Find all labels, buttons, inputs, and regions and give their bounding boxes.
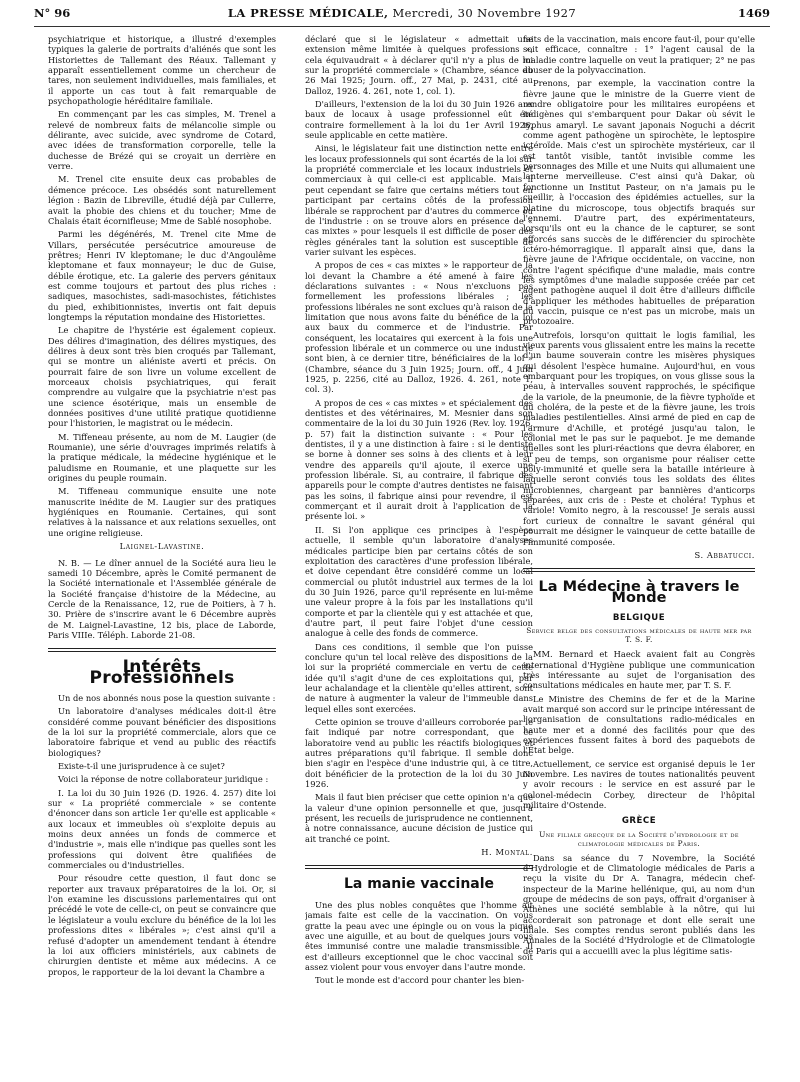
section-title: La manie vaccinale (343, 876, 495, 893)
section-divider (305, 865, 533, 869)
paragraph: M. Tiffeneau communique ensuite une note manuscrite inédite de M. Laugier sur des pratiques hygiéniques en Roumanie. Certaines, qui sont relatives à la naissance et aux relations sexuelles, ont une origine religieuse. (48, 486, 276, 538)
country-heading: GRÈCE (621, 816, 657, 827)
signature: H. Montal. (481, 847, 533, 858)
subheading: Une filiale grecque de la Société d'hydrologie et de climatologie médicales de Paris. (539, 829, 739, 848)
column-2 (305, 34, 533, 1074)
paragraph: A propos de ces « cas mixtes » et spécialement des dentistes et des vétérinaires, M. Mesnier dans son commentaire de la loi du 30 Juin 1926 (Rev. loy. 1926, p. 57) fait la distinction suivante : « Pour les dentistes, il y a une distinction à faire : si le dentiste se borne à donner ses soins à des clients et à leur vendre des appareils qu'il ajoute, il exerce une profession libérale. Si, au contraire, il fabrique des appareils pour le compte d'autres dentistes ne faisant pas les soins, il fabrique ainsi pour revendre, il est commerçant et il aurait droit à l'application de la présente loi. » (305, 397, 533, 522)
section-divider (48, 648, 276, 652)
paragraph: D'ailleurs, l'extension de la loi du 30 Juin 1926 aux baux de locaux à usage professionnel eût été contraire formellement à la loi du 1er Avril 1926, seule applicable en cette matière. (305, 99, 533, 141)
issue-date: Mercredi, 30 Novembre 1927 (388, 6, 577, 20)
paragraph: A propos de ces « cas mixtes » le rapporteur de la loi devant la Chambre a été amené à faire les déclarations suivantes : « Nous n'excluons pas formellement les professions libérales ; les professions libérales ne sont exclues qu'à raison de la limitation que nous avons faite du bénéfice de la loi aux baux du commerce et de l'industrie. Par conséquent, les locataires qui exercent à la fois une profession libérale et un commerce ou une industrie sont bien, à ce dernier titre, bénéficiaires de la loi » (Chambre, séance du 3 Juin 1925; Journ. off., 4 Juin 1925, p. 2256, cité au Dalloz, 1926. 4. 261, note 1, col. 3). (305, 260, 533, 395)
paragraph: En commençant par les cas simples, M. Trenel a relevé de nombreux faits de mélancolie simple ou délirante, avec suicide, avec syndrome de Cotard, avec idées de transformation corporelle, telle la duchesse de Brézé qui se croyait un derrière en verre. (48, 109, 276, 172)
paragraph: Parmi les dégénérés, M. Trenel cite Mme de Villars, persécutée persécutrice amoureuse de prêtres; Henri IV kleptomane; le duc d'Angoulême kleptomane et faux monnayeur; le duc de Guise, débile érotique, etc. La galerie des pervers génitaux est comme toujours et partout des plus riches : sadiques, masochistes, sadi-masochistes, fétichistes du pied, exhibitionnistes, invertis ont fait depuis longtemps la réputation mondaine des Historiettes. (48, 229, 276, 322)
paragraph: déclaré que si le législateur « admettait une extension même limitée à quelques professions », cela équivaudrait « à déclarer qu'il n'y a plus de loi sur la propriété commerciale » (Chambre, séance du 26 Mai 1925; Journ. off., 27 Mai, p. 2431, cité au Dalloz, 1926. 4. 261, note 1, col. 1). (305, 34, 533, 96)
paragraph: M. Tiffeneau présente, au nom de M. Laugier (de Roumanie), une série d'ouvrages imprimés relatifs à la pratique médicale, la médecine hygiénique et le paludisme en Roumanie, et une plaquette sur les origines du peuple roumain. (48, 431, 276, 484)
section-title: La Médecine à travers le Monde (538, 579, 740, 606)
issue-number: N° 96 (34, 6, 71, 20)
paragraph: Prenons, par exemple, la vaccination contre la fièvre jaune que le ministre de la Guerre vient de rendre obligatoire pour les militaires européens et indigènes qui s'embarquent pour Dakar où sévit le typhus amaryl. Le savant japonais Noguchi a décrit comme agent pathogène un spirochète, le leptospire ictéroïde. Mais c'est un spirochète mystérieux, car il est tantôt visible, tantôt invisible comme les personnages des Mille et une Nuits qui allumaient une lanterne merveilleuse. C'est ainsi qu'à Dakar, où fonctionne un Institut Pasteur, on n'a jamais pu le cueillir, à l'occasion des épidémies actuelles, sur la platine du microscope, tous objectifs braqués sur l'ennemi. D'autre part, des expérimentateurs, lorsqu'ils ont eu la chance de le capturer, se sont efforcés sans succès de le différencier du spirochète ictéro-hémorragique. Il apparaît ainsi que, dans la fièvre jaune de l'Afrique occidentale, on vaccine, non contre l'agent spécifique d'une maladie, mais contre les symptômes d'une maladie supposée créée par cet agent pathogène auquel il doit être d'ailleurs difficile d'appliquer les méthodes habituelles de préparation du vaccin, puisque ce n'est pas un microbe, mais un protozoaire. (523, 78, 755, 327)
paragraph: Ainsi, le législateur fait une distinction nette entre les locaux professionnels qui sont écartés de la loi sur la propriété commerciale et les locaux industriels et commerciaux à qui celle-ci est applicable. Mais il peut cependant se faire que certains métiers tout en participant par certains côtés de la profession libérale se rapprochent par d'autres du commerce ou de l'industrie : on se trouve alors en présence de « cas mixtes » pour lesquels il est difficile de poser des règles générales tant la solution est susceptible de varier suivant les espèces. (305, 143, 533, 257)
paragraph: Voici la réponse de notre collaborateur juridique : (58, 774, 269, 785)
column-3 (523, 34, 755, 1074)
paragraph: faits de la vaccination, mais encore faut-il, pour qu'elle soit efficace, connaître : 1° l'agent causal de la maladie contre laquelle on veut la pratiquer; 2° ne pas abuser de la polyvaccination. (523, 34, 755, 76)
paragraph: Mais il faut bien préciser que cette opinion n'a que la valeur d'une opinion personnelle et que, jusqu'à présent, les recueils de jurisprudence ne contiennent, à notre connaissance, aucune décision de justice qui ait tranché ce point. (305, 792, 533, 844)
paragraph: Dans sa séance du 7 Novembre, la Société d'Hydrologie et de Climatologie médicales de Paris a reçu la visite du Dr A. Tanagra, médecin chef-inspecteur de la Marine hellénique, qui, au nom d'un groupe de médecins de son pays, offrait d'organiser à Athènes une société semblable à la nôtre, qui lui accorderait son patronage et dont elle serait une filiale. Ses comptes rendus seront publiés dans les Annales de la Société d'Hydrologie et de Climatologie de Paris qui a accueilli avec la plus légitime satis- (523, 852, 755, 956)
paragraph: Une des plus nobles conquêtes que l'homme ait jamais faite est celle de la vaccination. On vous gratte la peau avec une épingle ou on vous la pique avec une aiguille, et au bout de quelques jours vous êtes immunisé contre une maladie transmissible. Il est d'ailleurs exceptionnel que le choc vaccinal soit assez violent pour vous envoyer dans l'autre monde. (305, 899, 533, 972)
paragraph: I. La loi du 30 Juin 1926 (D. 1926. 4. 257) dite loi sur « La propriété commerciale » se contente d'énoncer dans son article 1er qu'elle est applicable « aux locaux et immeubles où s'exploite depuis au moins deux années un fonds de commerce et d'industrie », mais elle n'indique pas quelles sont les professions qui doivent être qualifiées de commerciales ou d'industrielles. (48, 787, 276, 871)
paragraph: M. Trenel cite ensuite deux cas probables de démence précoce. Les obsédés sont naturellement légion : Bazin de Libreville, étudié déjà par Cullerre, avait la phobie des chiens et du toucher; Mme de Chalais était écornifleuse; Mme de Sablé nosophobe. (48, 174, 276, 226)
paragraph: Le Ministre des Chemins de fer et de la Marine avait marqué son accord sur le principe intéressant de l'organisation de consultations radio-médicales en haute mer et a donné des facilités pour que des expériences fussent faites à bord des paquebots de l'État belge. (523, 693, 755, 756)
paragraph: Cette opinion se trouve d'ailleurs corroborée par le fait indiqué par notre correspondant, que ce laboratoire vend au public les réactifs biologiques et autres préparations qu'il fabrique. Il semble donc bien s'agir en l'espèce d'une industrie qui, à ce titre, doit bénéficier de la protection de la loi du 30 Juin 1926. (305, 717, 533, 790)
paragraph: MM. Bernard et Haeck avaient fait au Congrès international d'Hygiène publique une communication très intéressante au sujet de l'organisation des consultations médicales en haute mer, par T. S. F. (523, 649, 755, 691)
country-heading: BELGIQUE (612, 612, 666, 623)
paragraph: Dans ces conditions, il semble que l'on puisse conclure qu'un tel local relève des dispositions de la loi sur la propriété commerciale en vertu de cette idée qu'il s'agit d'une de ces exploitations qui, par leur achalandage et la clientèle qu'elles attirent, sont de nature à augmenter la valeur de l'immeuble dans lequel elles sont exercées. (305, 641, 533, 714)
paragraph: Autrefois, lorsqu'on quittait le logis familial, les vieux parents vous glissaient entre les mains la recette d'un baume souverain contre les misères physiques qui désolent l'espèce humaine. Aujourd'hui, en vous embarquant pour les tropiques, on vous glisse sous la peau, à intervalles souvent rapprochés, le spécifique de la variole, de la pneumonie, de la fièvre typhoïde et du choléra, de la peste et de la fièvre jaune, les trois maladies pestilentielles. Ainsi armé de pied en cap de l'armure d'Achille, et protégé jusqu'au talon, le colonial met le pas sur le paquebot. Je me demande quelles sont les pluri-réactions que devra élaborer, en si peu de temps, son organisme pour réaliser cette poly-immunité et quelle sera la bataille intérieure à laquelle seront conviés tous les soldats des élites microbiennes, chargeant par bannières d'anticorps séparées, aux cris de : Peste et choléra! Typhus et variole! Vomito negro, à la rescousse! Je serais aussi fort curieux de connaître le savant général qui pourrait me désigner le vainqueur de cette bataille de l'immunité composée. (523, 329, 755, 547)
paragraph: Le chapitre de l'hystérie est également copieux. Des délires d'imagination, des délires mystiques, des délires à deux sont très bien croqués par Tallemant, qui se montre un aliéniste averti et précis. On pourrait faire de son livre un volume excellent de morceaux choisis psychiatriques, qui ferait comprendre au vulgaire que la psychiatrie n'est pas une science ésotérique, mais un ensemble de données positives d'une utilité pratique quotidienne pour l'historien, le magistrat ou le médecin. (48, 325, 276, 429)
paragraph: Un de nos abonnés nous pose la question suivante : (58, 692, 276, 703)
journal-title (124, 6, 680, 20)
paragraph: Actuellement, ce service est organisé depuis le 1er Novembre. Les navires de toutes nationalités peuvent y avoir recours : le service en est assuré par le colonel-médecin Corbey, directeur de l'hôpital militaire d'Ostende. (523, 758, 755, 811)
paragraph: Existe-t-il une jurisprudence à ce sujet? (58, 761, 225, 771)
page-number: 1469 (737, 6, 770, 20)
column-1 (48, 34, 276, 1074)
signature: S. Abbatucci. (694, 549, 755, 560)
notice-paragraph: N. B. — Le dîner annuel de la Société aura lieu le samedi 10 Décembre, après le Comité permanent de la Société internationale et l'Assemblée générale de la Société française d'histoire de la Médecine, au Cercle de la Renaissance, 12, rue de Poitiers, à 7 h. 30. Prière de s'inscrire avant le 6 Décembre auprès de M. Laignel-Lavastine, 12 bis, place de Laborde, Paris VIIIe. Téléph. Laborde 21-08. (48, 557, 276, 640)
section-title: Intérêts Professionnels (89, 657, 235, 688)
paragraph: II. Si l'on applique ces principes à l'espèce actuelle, il semble qu'un laboratoire d'analyses médicales participe bien par certains côtés de son exploitation des caractères d'une profession libérale, et doive cependant être considéré comme un local commercial ou plutôt industriel aux termes de la loi du 30 Juin 1926, parce qu'il représente en lui-même une valeur propre à la fois par les installations qu'il comporte et par la clientèle qui y est attachée et que, d'autre part, il peut faire l'objet d'une cession analogue à celle des fonds de commerce. (305, 524, 533, 639)
subheading: Service belge des consultations médicales de haute mer par T. S. F. (526, 626, 752, 645)
signature: Laignel-Lavastine. (119, 541, 205, 552)
paragraph: Pour résoudre cette question, il faut donc se reporter aux travaux préparatoires de la loi. Or, si l'on examine les discussions parlementaires qui ont précédé le vote de celle-ci, on peut se convaincre que le législateur a voulu exclure du bénéfice de la loi les professions dites « libérales »; c'est ainsi qu'il a refusé d'adopter un amendement tendant à étendre la loi aux officiers ministériels, aux cabinets de chirurgien dentiste et même aux médecins. A ce propos, le rapporteur de la loi devant la Chambre a (48, 873, 276, 977)
paragraph: Un laboratoire d'analyses médicales doit-il être considéré comme pouvant bénéficier des dispositions de la loi sur la propriété commerciale, alors que ce laboratoire fabrique et vend au public des réactifs biologiques? (48, 706, 276, 758)
paragraph: Tout le monde est d'accord pour chanter les bien- (315, 975, 525, 986)
section-divider (523, 568, 755, 572)
paragraph: psychiatrique et historique, a illustré d'exemples typiques la galerie de portraits d'aliénés que sont les Historiettes de Tallemant des Réaux. Tallemant y apparaît essentiellement comme un chercheur de tares, non seulement individuelles, mais familiales, et il apporte un cas tout à fait remarquable de psychopathologie héréditaire familiale. (48, 34, 276, 107)
page-header (34, 6, 770, 27)
journal-name: LA PRESSE MÉDICALE, (227, 6, 389, 20)
